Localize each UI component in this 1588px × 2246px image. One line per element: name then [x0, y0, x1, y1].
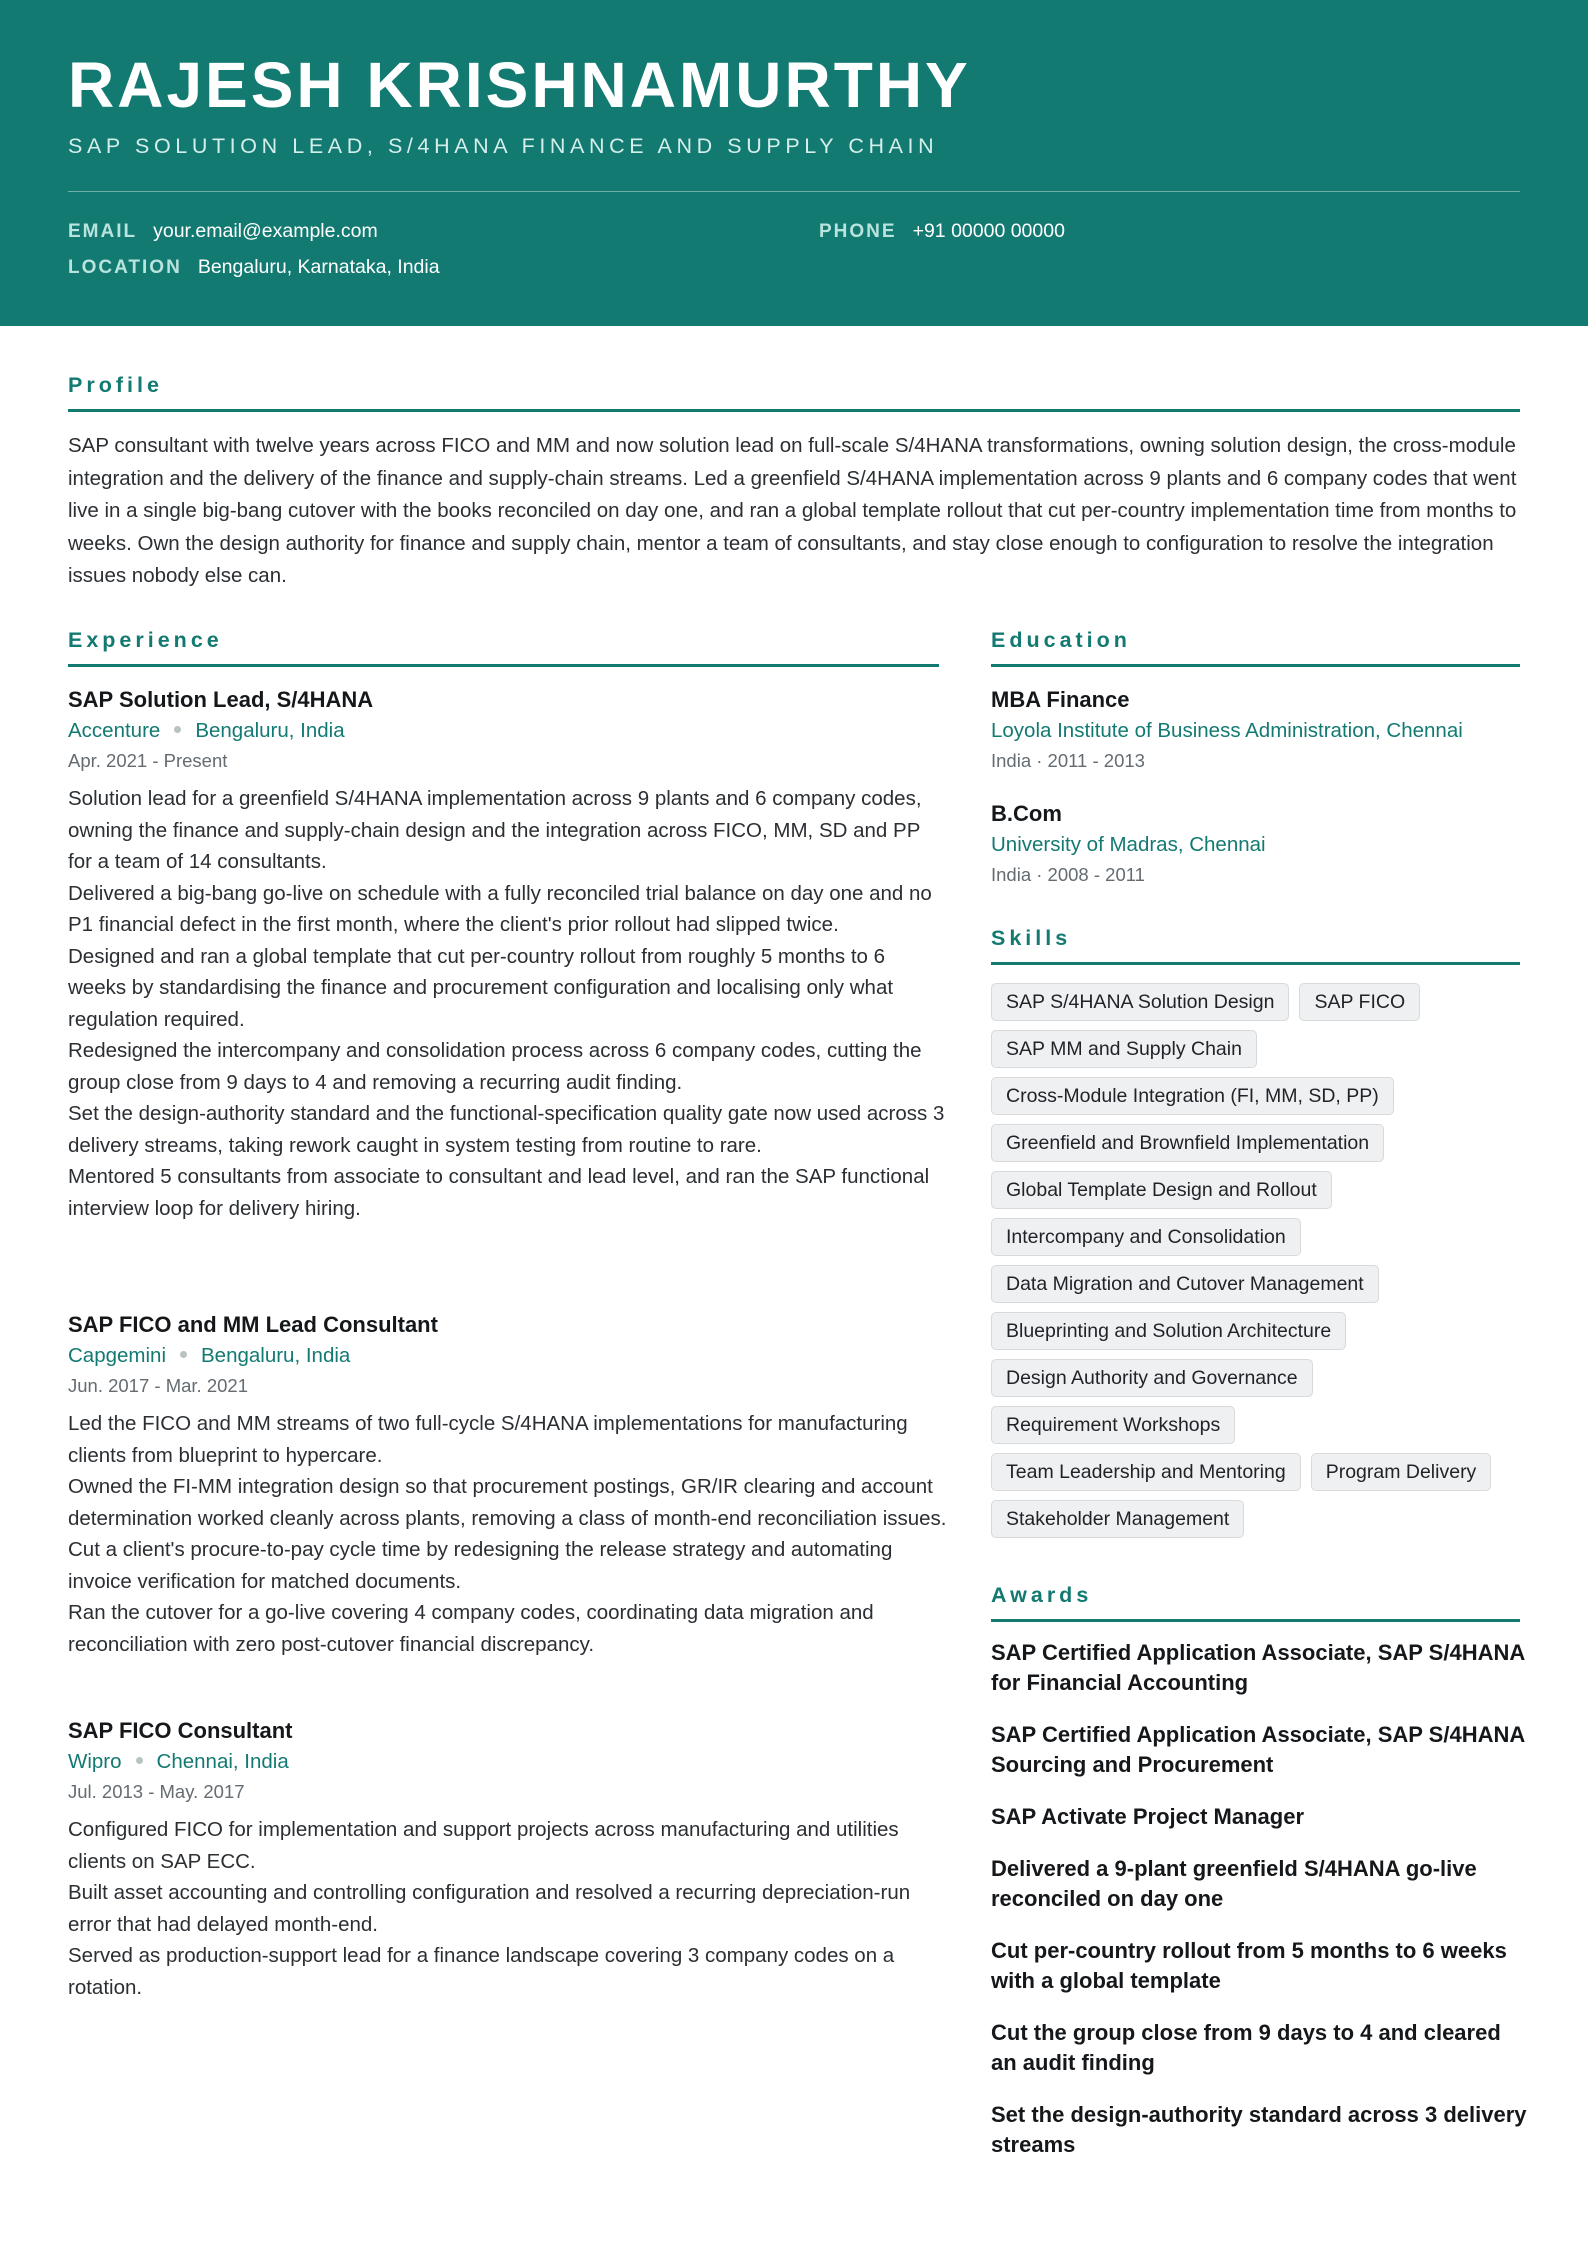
degree: B.Com — [991, 801, 1062, 826]
job-bullet: Ran the cutover for a go-live covering 4 company codes, coordinating data migration and reconciliation with zero post-cutover financial discrepancy. — [68, 1601, 874, 1656]
skill-chip: SAP MM and Supply Chain — [991, 1030, 1257, 1068]
school: University of Madras, Chennai — [991, 833, 1266, 856]
skills-list — [991, 983, 1531, 1538]
location-label: LOCATION — [68, 257, 182, 278]
job-dates: Jul. 2013 - May. 2017 — [68, 1781, 245, 1802]
education-detail: India · 2008 - 2011 — [991, 864, 1145, 885]
skill-chip: Design Authority and Governance — [991, 1359, 1313, 1397]
job-location: Chennai, India — [156, 1750, 289, 1773]
section-heading-skills: Skills — [991, 926, 1072, 950]
education-entry — [991, 799, 1531, 889]
award-item: Set the design-authority standard across 3 delivery streams — [991, 2102, 1527, 2157]
section-heading-experience: Experience — [68, 628, 223, 652]
email-value[interactable]: your.email@example.com — [153, 220, 378, 242]
job-bullet: Set the design-authority standard and the functional-specification quality gate now used across 3 delivery streams, taking rework caught in system testing from routine to rare. — [68, 1102, 945, 1157]
section-heading-awards: Awards — [991, 1583, 1093, 1607]
awards-divider — [991, 1619, 1520, 1622]
job-bullet: Redesigned the intercompany and consolidation process across 6 company codes, cutting the group close from 9 days to 4 and removing a recurring audit finding. — [68, 1039, 922, 1094]
education-divider — [991, 664, 1520, 667]
skill-chip: SAP S/4HANA Solution Design — [991, 983, 1289, 1021]
skill-chip: SAP FICO — [1299, 983, 1420, 1021]
profile-divider — [68, 409, 1520, 412]
contact-phone — [819, 218, 1065, 245]
job-company: Accenture — [68, 719, 161, 742]
experience-entry — [68, 1716, 948, 2003]
job-meta — [68, 1340, 948, 1372]
job-bullet: Configured FICO for implementation and support projects across manufacturing and utilities clients on SAP ECC. — [68, 1818, 899, 1873]
skill-chip: Data Migration and Cutover Management — [991, 1265, 1379, 1303]
job-bullet: Solution lead for a greenfield S/4HANA implementation across 9 plants and 6 company codes, owning the finance and supply-chain design and the integration across FICO, MM, SD and PP for a team of 14 consultants. — [68, 787, 922, 873]
separator-dot — [180, 1351, 187, 1358]
separator-dot — [174, 726, 181, 733]
job-location: Bengaluru, India — [201, 1344, 351, 1367]
profile-summary: SAP consultant with twelve years across FICO and MM and now solution lead on full-scale S/4HANA transformations, owning solution design, the cross-module integration and the delivery of the finance and supply-chain streams. Led a greenfield S/4HANA implementation across 9 plants and 6 company codes that went live in a single big-bang cutover with the books reconciled on day one, and ran a global template rollout that cut per-country implementation time from months to weeks. Own the design authority for finance and supply chain, mentor a team of consultants, and stay close enough to configuration to resolve the integration issues nobody else can. — [68, 434, 1517, 587]
job-meta — [68, 1746, 948, 1778]
job-dates: Jun. 2017 - Mar. 2021 — [68, 1375, 248, 1396]
school: Loyola Institute of Business Administration, Chennai — [991, 719, 1463, 742]
phone-label: PHONE — [819, 221, 897, 242]
education-entry — [991, 685, 1531, 775]
job-bullet: Designed and ran a global template that cut per-country rollout from roughly 5 months to 6 weeks by standardising the finance and procurement configuration and localising only what regulation required. — [68, 944, 894, 1031]
header-divider — [68, 191, 1520, 192]
job-bullet: Owned the FI-MM integration design so that procurement postings, GR/IR clearing and account determination worked cleanly across plants, removing a class of month-end reconciliation issues. — [68, 1475, 947, 1530]
separator-dot — [136, 1757, 143, 1764]
contact-email — [68, 218, 378, 245]
job-dates: Apr. 2021 - Present — [68, 750, 228, 771]
award-item: SAP Activate Project Manager — [991, 1804, 1305, 1829]
skill-chip: Requirement Workshops — [991, 1406, 1235, 1444]
job-title: SAP FICO Consultant — [68, 1718, 293, 1743]
job-bullet: Cut a client's procure-to-pay cycle time by redesigning the release strategy and automating invoice verification for matched documents. — [68, 1538, 893, 1593]
resume-header — [0, 0, 1588, 326]
location-value: Bengaluru, Karnataka, India — [197, 256, 440, 278]
candidate-name: RAJESH KRISHNAMURTHY — [68, 49, 971, 121]
phone-value[interactable]: +91 00000 00000 — [912, 220, 1065, 242]
award-item: Cut the group close from 9 days to 4 and cleared an audit finding — [991, 2020, 1501, 2075]
skill-chip: Stakeholder Management — [991, 1500, 1244, 1538]
job-bullet: Served as production-support lead for a finance landscape covering 3 company codes on a rotation. — [68, 1944, 895, 1999]
award-item: SAP Certified Application Associate, SAP S/4HANA for Financial Accounting — [991, 1640, 1525, 1695]
job-bullet: Mentored 5 consultants from associate to consultant and lead level, and ran the SAP functional interview loop for delivery hiring. — [68, 1165, 930, 1220]
section-heading-education: Education — [991, 628, 1131, 652]
skills-divider — [991, 962, 1520, 965]
experience-entry — [68, 1310, 948, 1660]
job-location: Bengaluru, India — [195, 719, 345, 742]
job-bullet: Built asset accounting and controlling configuration and resolved a recurring depreciation-run error that had delayed month-end. — [68, 1881, 911, 1936]
job-bullet: Led the FICO and MM streams of two full-cycle S/4HANA implementations for manufacturing clients from blueprint to hypercare. — [68, 1412, 908, 1467]
contact-location — [68, 254, 440, 281]
degree: MBA Finance — [991, 687, 1130, 712]
experience-divider — [68, 664, 939, 667]
award-item: SAP Certified Application Associate, SAP S/4HANA Sourcing and Procurement — [991, 1722, 1525, 1777]
skill-chip: Blueprinting and Solution Architecture — [991, 1312, 1346, 1350]
skill-chip: Intercompany and Consolidation — [991, 1218, 1301, 1256]
candidate-headline: SAP SOLUTION LEAD, S/4HANA FINANCE AND SUPPLY CHAIN — [68, 134, 939, 158]
skill-chip: Program Delivery — [1311, 1453, 1492, 1491]
section-heading-profile: Profile — [68, 373, 163, 397]
award-item: Delivered a 9-plant greenfield S/4HANA go-live reconciled on day one — [991, 1856, 1477, 1911]
skill-chip: Cross-Module Integration (FI, MM, SD, PP) — [991, 1077, 1394, 1115]
skill-chip: Greenfield and Brownfield Implementation — [991, 1124, 1384, 1162]
job-company: Wipro — [68, 1750, 122, 1773]
award-item: Cut per-country rollout from 5 months to 6 weeks with a global template — [991, 1938, 1507, 1993]
email-label: EMAIL — [68, 221, 138, 242]
education-detail: India · 2011 - 2013 — [991, 750, 1145, 771]
skill-chip: Global Template Design and Rollout — [991, 1171, 1332, 1209]
skill-chip: Team Leadership and Mentoring — [991, 1453, 1301, 1491]
awards-list — [991, 1638, 1531, 2182]
job-meta — [68, 715, 948, 747]
job-company: Capgemini — [68, 1344, 166, 1367]
experience-entry — [68, 685, 948, 1224]
job-title: SAP Solution Lead, S/4HANA — [68, 687, 374, 712]
job-bullet: Delivered a big-bang go-live on schedule with a fully reconciled trial balance on day one and no P1 financial defect in the first month, where the client's prior rollout had slipped twice. — [68, 881, 932, 936]
job-title: SAP FICO and MM Lead Consultant — [68, 1312, 438, 1337]
